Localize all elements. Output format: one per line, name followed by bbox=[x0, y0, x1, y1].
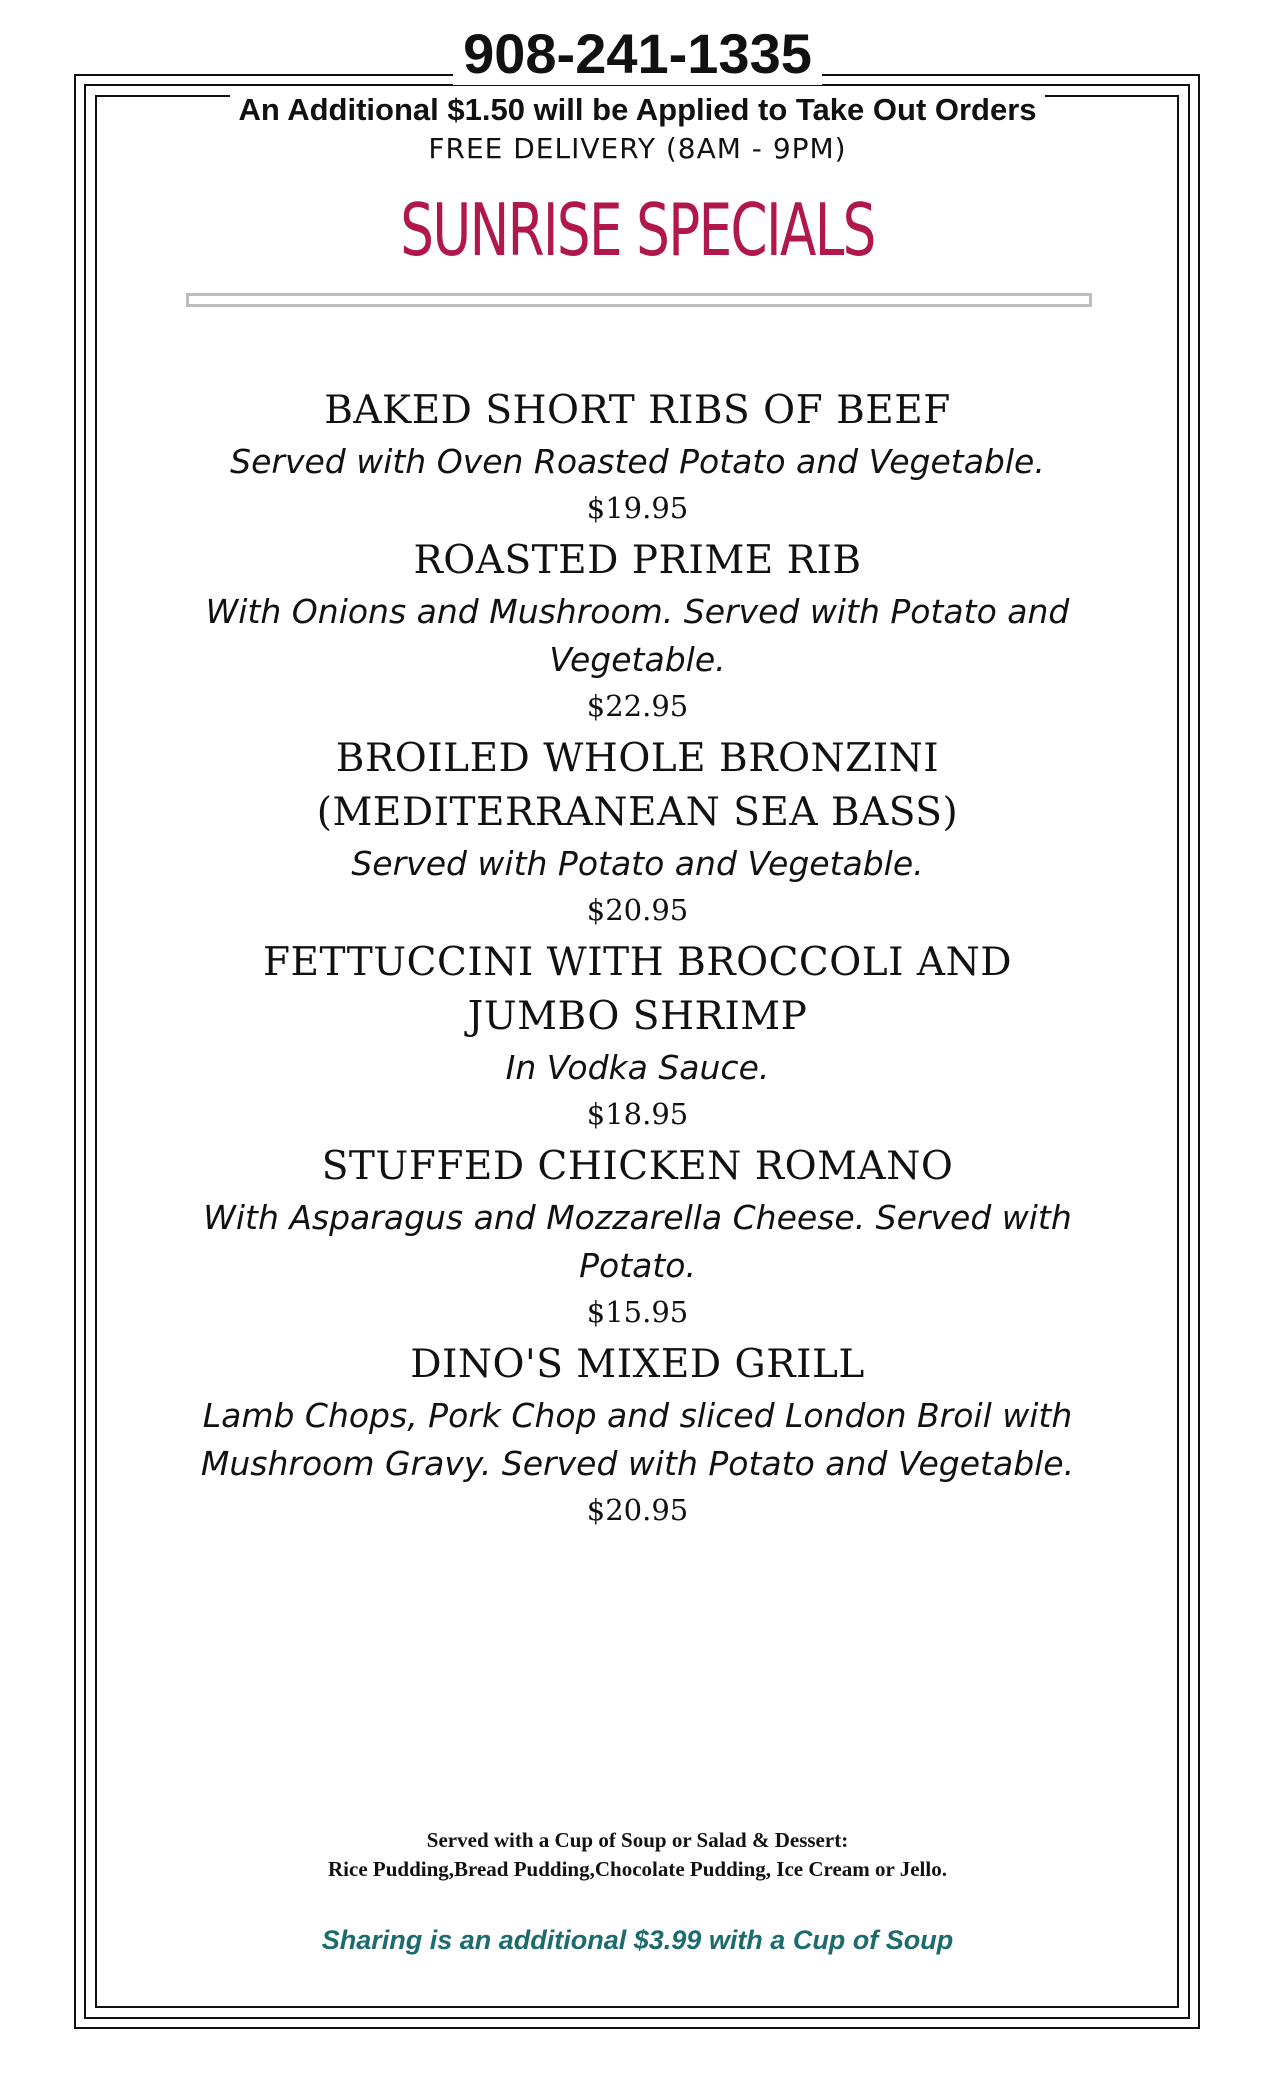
menu-item-price: $18.95 bbox=[586, 1097, 689, 1131]
menu-item bbox=[190, 384, 1085, 530]
menu-item-price: $19.95 bbox=[586, 491, 689, 525]
menu-item-name: ROASTED PRIME RIB bbox=[413, 538, 862, 583]
phone-number-text: 908-241-1335 bbox=[453, 22, 822, 85]
menu-item bbox=[190, 936, 1085, 1136]
menu-item-name: BAKED SHORT RIBS OF BEEF bbox=[324, 388, 951, 433]
menu-item bbox=[190, 1140, 1085, 1334]
menu-item-name: BROILED WHOLE BRONZINI (MEDITERRANEAN SEA BASS) bbox=[316, 736, 959, 835]
menu-title: SUNRISE SPECIALS bbox=[400, 188, 875, 272]
delivery-note: FREE DELIVERY (8AM - 9PM) bbox=[428, 132, 847, 165]
menu-item-description: Served with Oven Roasted Potato and Vegetable. bbox=[230, 442, 1045, 481]
menu-item-price: $22.95 bbox=[586, 689, 689, 723]
menu-item-name: DINO'S MIXED GRILL bbox=[410, 1342, 865, 1387]
menu-list bbox=[190, 384, 1085, 1536]
menu-item-description: With Asparagus and Mozzarella Cheese. Served with Potato. bbox=[203, 1198, 1072, 1285]
sharing-note: Sharing is an additional $3.99 with a Cup of Soup bbox=[321, 1925, 954, 1955]
menu-item-price: $15.95 bbox=[586, 1295, 689, 1329]
served-with-line-2: Rice Pudding,Bread Pudding,Chocolate Pudding, Ice Cream or Jello. bbox=[328, 1857, 947, 1881]
menu-item-name: STUFFED CHICKEN ROMANO bbox=[321, 1144, 954, 1189]
menu-item-description: In Vodka Sauce. bbox=[505, 1048, 770, 1087]
menu-item-price: $20.95 bbox=[586, 893, 689, 927]
served-with-line-1: Served with a Cup of Soup or Salad & Dessert: bbox=[426, 1828, 849, 1852]
menu-item-price: $20.95 bbox=[586, 1493, 689, 1527]
menu-item-name: FETTUCCINI WITH BROCCOLI AND JUMBO SHRIMP bbox=[263, 940, 1012, 1039]
takeout-note bbox=[0, 92, 1275, 128]
phone-number bbox=[0, 22, 1275, 86]
menu-item-description: With Onions and Mushroom. Served with Potato and Vegetable. bbox=[205, 592, 1070, 679]
menu-item bbox=[190, 1338, 1085, 1532]
title-divider bbox=[186, 293, 1092, 307]
menu-item-description: Lamb Chops, Pork Chop and sliced London Broil with Mushroom Gravy. Served with Potato and Vegetable. bbox=[200, 1396, 1075, 1483]
menu-item bbox=[190, 534, 1085, 728]
served-with-note bbox=[0, 1826, 1275, 1884]
takeout-note-text: An Additional $1.50 will be Applied to Take Out Orders bbox=[230, 92, 1044, 127]
menu-item-description: Served with Potato and Vegetable. bbox=[351, 844, 924, 883]
menu-item bbox=[190, 732, 1085, 932]
